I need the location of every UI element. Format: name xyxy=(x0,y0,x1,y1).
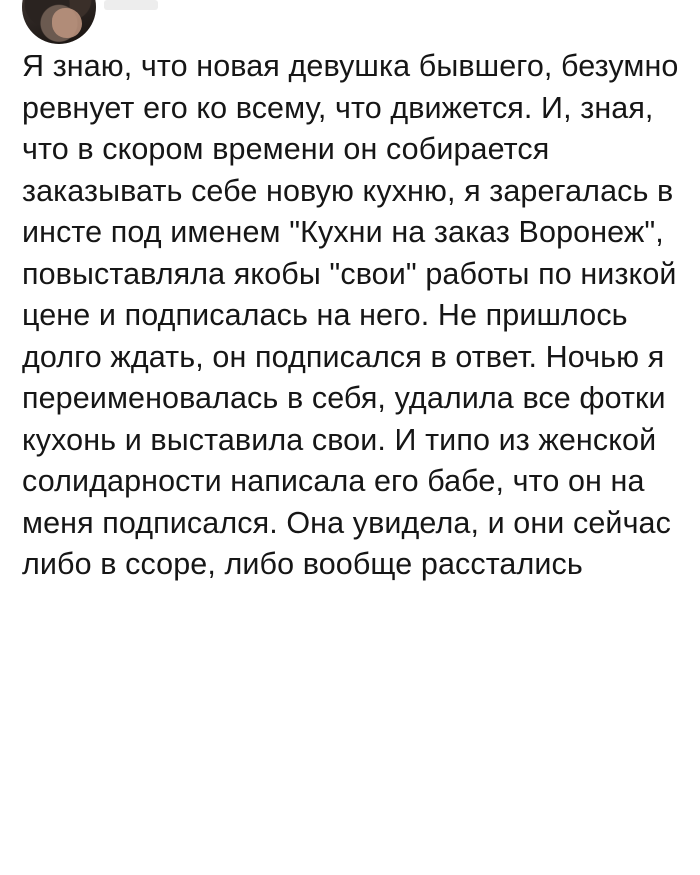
avatar-hand-shape xyxy=(52,8,82,38)
avatar[interactable] xyxy=(22,0,96,44)
post-body xyxy=(0,46,700,586)
post-text: Я знаю, что новая девушка бывшего, безумно ревнует его ко всему, что движется. И, зная, что в скором времени он собирается заказывать себе новую кухню, я зарегалась в инсте под именем "Кухни на заказ Воронеж", повыставляла якобы "свои" работы по низкой цене и подписалась на него. Не пришлось долго ждать, он подписался в ответ. Ночью я переименовалась в себя, удалила все фотки кухонь и выставила свои. И типо из женской солидарности написала его бабе, что он на меня подписался. Она увидела, и они сейчас либо в ссоре, либо вообще расстались xyxy=(22,49,688,581)
username-placeholder xyxy=(104,0,158,10)
post-header xyxy=(0,0,700,46)
